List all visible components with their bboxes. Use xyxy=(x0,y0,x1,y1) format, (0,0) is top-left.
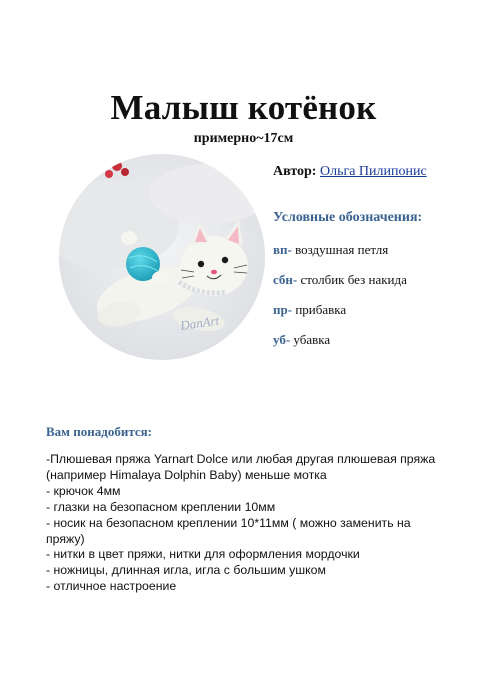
page-title: Малыш котёнок xyxy=(110,88,377,127)
legend-item-sbn xyxy=(273,272,407,288)
photo-watermark: DanArt xyxy=(179,312,221,333)
list-item: - крючок 4мм xyxy=(46,483,121,498)
legend-item-ub xyxy=(273,332,330,348)
size-subtitle: примерно~17см xyxy=(193,131,294,146)
legend-abbr: пр- xyxy=(273,302,293,317)
list-item: - глазки на безопасном креплении 10мм xyxy=(46,499,276,514)
legend-abbr: уб- xyxy=(273,332,291,347)
legend-text: убавка xyxy=(290,332,331,347)
kitten-photo xyxy=(59,154,265,360)
materials-list xyxy=(46,452,446,595)
list-item: - ножницы, длинная игла, игла с большим ушком xyxy=(46,563,326,578)
legend-text: воздушная петля xyxy=(291,242,389,257)
author-line xyxy=(273,164,427,180)
materials-title: Вам понадобится: xyxy=(46,424,152,439)
list-item: (например Himalaya Dolphin Baby) меньше мотка xyxy=(46,467,327,482)
legend-item-pr xyxy=(273,302,346,318)
legend-abbr: сбн- xyxy=(273,272,298,287)
legend-text: столбик без накида xyxy=(297,272,407,287)
legend-title: Условные обозначения: xyxy=(273,210,423,225)
legend-text: прибавка xyxy=(292,302,347,317)
list-item: -Плюшевая пряжа Yarnart Dolce или любая другая плюшевая пряжа xyxy=(46,452,436,466)
author-link[interactable]: Ольга Пилипонис xyxy=(319,164,427,179)
list-item: - нитки в цвет пряжи, нитки для оформления мордочки xyxy=(46,547,360,562)
list-item: пряжу) xyxy=(46,531,85,546)
list-item: - отличное настроение xyxy=(46,579,177,594)
legend-abbr: вп- xyxy=(273,242,292,257)
author-label: Автор: xyxy=(273,164,317,179)
list-item: - носик на безопасном креплении 10*11мм ( можно заменить на xyxy=(46,515,411,530)
legend-item-vp xyxy=(273,242,388,258)
